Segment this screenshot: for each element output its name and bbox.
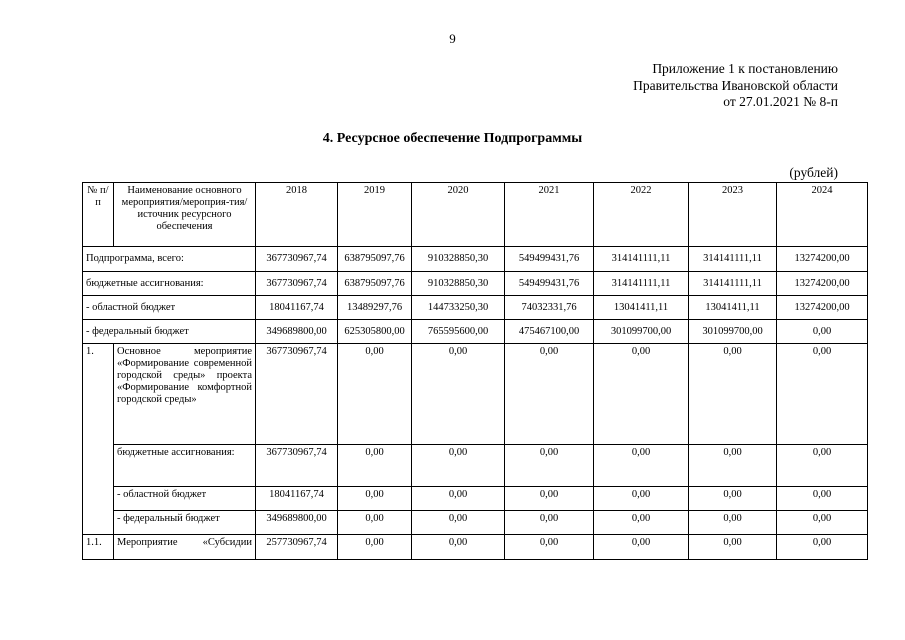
header-year: 2022 bbox=[594, 183, 689, 247]
header-number: № п/п bbox=[83, 183, 114, 247]
value-cell: 0,00 bbox=[689, 535, 777, 560]
summary-label: - областной бюджет bbox=[83, 296, 256, 320]
value-cell: 367730967,74 bbox=[256, 344, 338, 445]
value-cell: 0,00 bbox=[777, 320, 868, 344]
value-cell: 0,00 bbox=[594, 487, 689, 511]
value-cell: 74032331,76 bbox=[505, 296, 594, 320]
summary-row bbox=[83, 320, 868, 344]
value-cell: 257730967,74 bbox=[256, 535, 338, 560]
value-cell: 349689800,00 bbox=[256, 320, 338, 344]
value-cell: 349689800,00 bbox=[256, 511, 338, 535]
section-title: 4. Ресурсное обеспечение Подпрограммы bbox=[322, 131, 583, 146]
value-cell: 0,00 bbox=[594, 511, 689, 535]
value-cell: 638795097,76 bbox=[338, 272, 412, 296]
header-year: 2020 bbox=[412, 183, 505, 247]
header-name: Наименование основного мероприятия/мероприя-тия/источник ресурсного обеспечения bbox=[114, 183, 256, 247]
value-cell: 910328850,30 bbox=[412, 247, 505, 272]
value-cell: 625305800,00 bbox=[338, 320, 412, 344]
subrow-label: бюджетные ассигнования: bbox=[114, 445, 256, 487]
value-cell: 0,00 bbox=[338, 487, 412, 511]
value-cell: 910328850,30 bbox=[412, 272, 505, 296]
value-cell: 0,00 bbox=[412, 344, 505, 445]
value-cell: 13041411,11 bbox=[594, 296, 689, 320]
item-number: 1.1. bbox=[83, 535, 114, 560]
page-number: 9 bbox=[449, 31, 456, 46]
value-cell: 765595600,00 bbox=[412, 320, 505, 344]
header-year: 2023 bbox=[689, 183, 777, 247]
value-cell: 0,00 bbox=[594, 535, 689, 560]
value-cell: 549499431,76 bbox=[505, 272, 594, 296]
appendix-line-3: от 27.01.2021 № 8-п bbox=[723, 94, 838, 109]
item-name: Основное мероприятие «Формирование современной городской среды» проекта «Формирование комфортной городской среды» bbox=[114, 344, 256, 445]
table-header-row bbox=[83, 183, 868, 247]
item-subrow bbox=[83, 511, 868, 535]
value-cell: 0,00 bbox=[412, 511, 505, 535]
value-cell: 314141111,11 bbox=[594, 247, 689, 272]
value-cell: 0,00 bbox=[689, 487, 777, 511]
value-cell: 0,00 bbox=[412, 487, 505, 511]
item-subrow bbox=[83, 445, 868, 487]
value-cell: 0,00 bbox=[505, 535, 594, 560]
value-cell: 367730967,74 bbox=[256, 445, 338, 487]
units-label: (рублей) bbox=[789, 165, 838, 180]
value-cell: 13274200,00 bbox=[777, 247, 868, 272]
value-cell: 0,00 bbox=[505, 445, 594, 487]
item-row bbox=[83, 535, 868, 560]
value-cell: 0,00 bbox=[338, 445, 412, 487]
value-cell: 13274200,00 bbox=[777, 296, 868, 320]
value-cell: 0,00 bbox=[594, 344, 689, 445]
value-cell: 0,00 bbox=[777, 445, 868, 487]
appendix-line-2: Правительства Ивановской области bbox=[633, 77, 838, 93]
summary-row bbox=[83, 296, 868, 320]
appendix-line-1: Приложение 1 к постановлению bbox=[652, 61, 838, 76]
appendix-reference bbox=[633, 61, 838, 111]
summary-label: Подпрограмма, всего: bbox=[83, 247, 256, 272]
summary-row bbox=[83, 272, 868, 296]
value-cell: 549499431,76 bbox=[505, 247, 594, 272]
subrow-label: - областной бюджет bbox=[114, 487, 256, 511]
value-cell: 0,00 bbox=[594, 445, 689, 487]
value-cell: 638795097,76 bbox=[338, 247, 412, 272]
value-cell: 13489297,76 bbox=[338, 296, 412, 320]
value-cell: 0,00 bbox=[777, 344, 868, 445]
subrow-label: - федеральный бюджет bbox=[114, 511, 256, 535]
value-cell: 314141111,11 bbox=[689, 272, 777, 296]
header-year: 2021 bbox=[505, 183, 594, 247]
header-year: 2018 bbox=[256, 183, 338, 247]
value-cell: 367730967,74 bbox=[256, 247, 338, 272]
value-cell: 0,00 bbox=[412, 445, 505, 487]
value-cell: 0,00 bbox=[338, 344, 412, 445]
value-cell: 0,00 bbox=[505, 344, 594, 445]
value-cell: 314141111,11 bbox=[594, 272, 689, 296]
header-year: 2024 bbox=[777, 183, 868, 247]
value-cell: 18041167,74 bbox=[256, 487, 338, 511]
summary-label: - федеральный бюджет bbox=[83, 320, 256, 344]
value-cell: 13041411,11 bbox=[689, 296, 777, 320]
value-cell: 0,00 bbox=[338, 535, 412, 560]
value-cell: 314141111,11 bbox=[689, 247, 777, 272]
value-cell: 475467100,00 bbox=[505, 320, 594, 344]
header-year: 2019 bbox=[338, 183, 412, 247]
value-cell: 0,00 bbox=[412, 535, 505, 560]
value-cell: 0,00 bbox=[689, 511, 777, 535]
value-cell: 0,00 bbox=[505, 487, 594, 511]
summary-label: бюджетные ассигнования: bbox=[83, 272, 256, 296]
value-cell: 0,00 bbox=[689, 445, 777, 487]
value-cell: 301099700,00 bbox=[689, 320, 777, 344]
item-number: 1. bbox=[83, 344, 114, 535]
value-cell: 0,00 bbox=[689, 344, 777, 445]
value-cell: 367730967,74 bbox=[256, 272, 338, 296]
value-cell: 18041167,74 bbox=[256, 296, 338, 320]
value-cell: 0,00 bbox=[777, 487, 868, 511]
value-cell: 0,00 bbox=[777, 535, 868, 560]
resource-table bbox=[82, 182, 868, 560]
value-cell: 301099700,00 bbox=[594, 320, 689, 344]
item-row bbox=[83, 344, 868, 445]
summary-row bbox=[83, 247, 868, 272]
item-name: Мероприятие «Субсидии bbox=[114, 535, 256, 560]
value-cell: 13274200,00 bbox=[777, 272, 868, 296]
item-subrow bbox=[83, 487, 868, 511]
value-cell: 0,00 bbox=[505, 511, 594, 535]
value-cell: 0,00 bbox=[777, 511, 868, 535]
value-cell: 0,00 bbox=[338, 511, 412, 535]
value-cell: 144733250,30 bbox=[412, 296, 505, 320]
